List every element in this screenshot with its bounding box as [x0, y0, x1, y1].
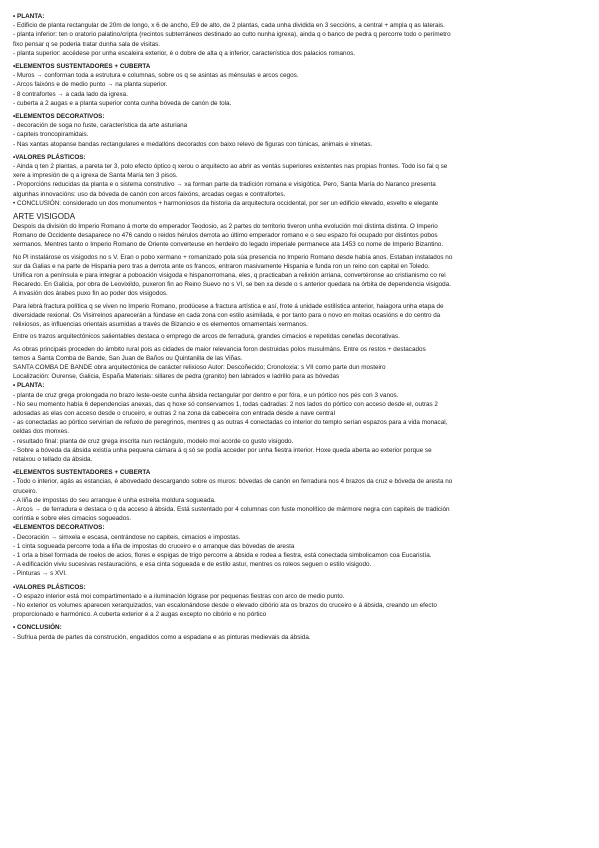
text-line: algunhas innovacións: uso da bóveda de canón con arcos faixóns, arcadas cegas e contrafortes.: [13, 190, 286, 198]
section-santa-comba-sustentadores: [13, 468, 587, 523]
section-santa-comba: [13, 363, 587, 464]
text-line: - capiteis troncopiramidais.: [13, 131, 89, 139]
section-elementos-decorativos: [13, 112, 587, 149]
section-elementos-sustentadores: [13, 62, 587, 108]
section-valores-plasticos: [13, 153, 587, 208]
text-line: - Nas xantas atopanse bandas rectangulares e medallóns decorados con baixo relevo de figuras con túnicas, animais e xinetas.: [13, 140, 373, 148]
section-heading: •ELEMENTOS DECORATIVOS:: [13, 524, 105, 532]
text-line: cruceiro.: [13, 487, 38, 495]
section-heading: •ELEMENTOS SUSTENTADORES + CUBERTA: [13, 469, 151, 477]
text-line: - Arcos → de ferradura e destaca o q da acceso á ábsida. Está sustentado por 4 columnas con fuste monolítico de mármore negra con capiteis de tradición: [13, 505, 450, 513]
text-line: - No exterior os volumes aparecen xerarquizados, van escalonándose desde o elevado cibório ata os brazos do cruceiro e á ábsida, creando un efecto: [13, 601, 437, 609]
text-line: - 1 cinta sogueada percorre toda a liña de impostas do cruceiro e o arranque das bóvedas de aresta: [13, 542, 295, 550]
work-location: Localización: Ourense, Galicia, España Materiais: sillares de pedra (granito) ben labrados e ladrillo para as bóvedas: [13, 373, 340, 381]
text-line: - planta superior: accédese por unha escaleira exterior, é o dobre de alta q a inferior, característica dos palacios romanos.: [13, 49, 356, 57]
text-line: temos a Santa Comba de Bande, San Juan de Baños ou Quintanilla de las Viñas.: [13, 354, 243, 362]
text-line: Recaredo. En Galicia, por obra de Leovixildo, puxeron fin ao Reino Suevo no s VI, se ben xa desde o s anterior quedara na órbita de dependencia visigoda.: [13, 281, 452, 289]
text-line: relixiosos, as influencias orientais asumidas a través de Bizancio e os elementos ornamentais xermanos.: [13, 321, 308, 329]
text-line: - Edificio de planta rectangular de 20m de longo, x 6 de ancho, E9 de alto, de 2 plantas, cada unha dividida en 3 seccións, a central + ampla q as laterais.: [13, 22, 445, 30]
text-line: - A liña de impostas do seu arranque é unha estreita moldura sogueada.: [13, 496, 216, 504]
text-line: - cuberta a 2 augas e a planta superior conta cunha bóveda de canón de tola.: [13, 99, 232, 107]
section-santa-comba-valores: [13, 583, 587, 620]
text-line: - planta de cruz grega prolongada no brazo leste-oeste cunha ábsida rectangular por dentro e por fóra, e un pórtico nos pés con 3 vanos.: [13, 391, 399, 399]
text-line: - decoración de soga no fuste, característica da arte asturiana: [13, 122, 188, 130]
text-line: - Arcos faixóns e de medio punto → na planta superior.: [13, 81, 168, 89]
text-line: fixo pensar q se poderia tratar dunha sala de visitas.: [13, 40, 161, 48]
section-heading: •ELEMENTOS DECORATIVOS:: [13, 113, 105, 121]
section-heading: •VALORES PLÁSTICOS:: [13, 153, 86, 161]
text-line: - Muros → conforman toda a estrutura e columnas, sobre os q se asintas as ménsulas e arcos cegos.: [13, 72, 299, 80]
section-heading: • PLANTA:: [13, 382, 45, 390]
text-line: adosadas as elas con acceso desde o cruceiro, e outras 2 na zona da cabeceira con entrada desde a nave central: [13, 409, 335, 417]
text-line: celdas dos monxes.: [13, 428, 70, 436]
text-line: xere a impresión de q a igrexa de Santa María ten 3 pisos.: [13, 172, 178, 180]
text-line: - as conectadas ao pórtico servirían de refuxio de peregrinos, mentres q as outras 4 conectadas co interior do templo serían espazos para a vida monacal,: [13, 419, 448, 427]
text-line: - Todo o interior, agás as estancias, é abovedado descargando sobre os muros: bóvedas de canón en ferradura nos 4 brazos da cruz e bóveda de aresta no: [13, 478, 453, 486]
text-line: coríntia e sobre eles cimacios sogueados.: [13, 515, 132, 523]
section-arte-visigoda: [13, 211, 587, 363]
section-santa-comba-decorativos: [13, 523, 587, 578]
text-line: No Pl instalárose os visigodos no s V. Eran o pobo xermano + romanizado pola súa presencia no Imperio Romano desde había anos. Estaban instalados no: [13, 253, 453, 261]
section-planta: [13, 12, 587, 58]
text-line: diversidade rexional. Os Visirreinos aparecerán a fúndase en cada zona con estilo asimilada, e por tanto para o novo en moitas ocasións e do centro da: [13, 311, 441, 319]
text-line: - planta inferior: ten o oratorio palatino/cripta (recintos subterráneos destinado ao culto nunha igrexa), ainda q o banco de pedra q percorre todo o perímetro: [13, 31, 451, 39]
text-line: - No seu momento había 6 dependencias anexas, das q hoxe só conservamos 1, todas cadradas: 2 nos lados do pórtico con acceso desde el, outras 2: [13, 400, 438, 408]
text-line: - Sobre a bóveda da ábsida existía unha pequena cámara á q só se podía acceder por unha fiestra interior. Hoxe queda aberta ao exterior porque se: [13, 446, 432, 454]
text-line: Despois da división do Imperio Romano á morte do emperador Teodosio, as 2 partes do territorio tiveron unha evolución moi distinta distinta. O Imperio: [13, 223, 438, 231]
text-line: Para lebrá fractura política q se viven no Imperio Romano, prodúcese a fractura artística e así, frote á unidade estilística anterior, haiagora unha etapa de: [13, 302, 444, 310]
text-line: - Ainda q ten 2 plantas, a pareta ter 3, polo efecto óptico q xerou o arquitecto ao abrir as ventás superiores existentes nas propias frontes. Todo iso fai q se: [13, 163, 448, 171]
section-heading: •VALORES PLÁSTICOS:: [13, 583, 86, 591]
text-line: As obras principais proceden do ámbito rural pois as cidades de maior relevancia foron destruidas polos musulmáns. Entre os restos + destacados: [13, 345, 426, 353]
text-line: xermanos. Mentres tanto o Imperio Romano de Oriente converteuse en herdeiro do legado imperiale permanece ata 1453 co nome de Imperio Bizantino.: [13, 241, 444, 249]
text-line: - Proporcións reducidas da planta e o sistema construtivo → xa forman parte da tradición romana e visigótica. Pero, Santa María do Naranco presenta: [13, 181, 436, 189]
section-heading: •ELEMENTOS SUSTENTADORES + CUBERTA: [13, 63, 151, 71]
text-line: retaixou o tellado da ábsida.: [13, 455, 93, 463]
work-title: SANTA COMBA DE BANDE obra arquitectónica de carácter relixioso Autor: Descoñecido; Cronoloxía: s VII como parte dun mosteiro: [13, 363, 386, 371]
conclusion-line: • CONCLUSIÓN: considerado un dos monumentos + harmoniosos da historia da arquitectura occidental, por ser un edificio elevado, esvelto e elegante: [13, 199, 439, 207]
text-line: A invasión dos árabes puxo fin ao poder dos visigodos.: [13, 290, 168, 298]
text-line: - O espazo interior está moi compartimentado e a iluminación lógrase por pequenas fiestras con arco de medio punto.: [13, 592, 345, 600]
section-title: ARTE VISIGODA: [13, 212, 76, 222]
section-heading: • CONCLUSIÓN:: [13, 624, 62, 632]
text-line: - 1 orla a bisel formada de roelos de acios, flores e espigas de trigo percorre a ábsida e rodea a fiestra, está conectada simbolicamon coa Eucaristía.: [13, 551, 432, 559]
text-line: proporcionado e harmónico. A cuberta exterior é a 2 augas excepto no cibório e no pórtico: [13, 611, 267, 619]
section-santa-comba-conclusion: [13, 623, 587, 641]
section-heading: • PLANTA:: [13, 13, 45, 20]
text-line: - Decoración → simxela e escasa, centrándose no capiteis, cimacios e impostas.: [13, 533, 241, 541]
text-line: - 8 contrafortes → a cada lado da igrexa.: [13, 90, 128, 98]
text-line: - Sufriua perda de partes da construción, engadidos como a espadana e as pinturas medievais da ábsida.: [13, 633, 311, 641]
text-line: - A edificación viviu sucesivas restauracións, e esa cinta sogueada e de estilo astur, mentres os roleos seguen o estilo visigodo.: [13, 561, 372, 569]
text-line: - resultado final: planta de cruz grega inscrita nun rectángulo, modelo moi acorde co gusto visigodo.: [13, 437, 294, 445]
text-line: - Pinturas → s XVI.: [13, 570, 67, 578]
text-line: Romano de Occidente desaparece no 476 cando o reidos hérulos derrota ao último emperador romano e o seu espazo foi ocupado por distintos pobos: [13, 232, 438, 240]
text-line: sur da Galias e na parte de Hispania pero tras a derrota ante os francos, entraron masivamente Hispania e funda ron un reino con capital en Toledo.: [13, 262, 430, 270]
text-line: Entre os trazos arquitectónicos salientables destaca o emprego de arcos de ferradura, grandes cimacios e repetidas cenefas decorativas.: [13, 333, 400, 341]
text-line: Unifica ron a península e para integrar a poboación visigoda e hispanorromana, eles, q practicaban a relixión arriana, convertéronse ao cristianismo co rei: [13, 272, 446, 280]
